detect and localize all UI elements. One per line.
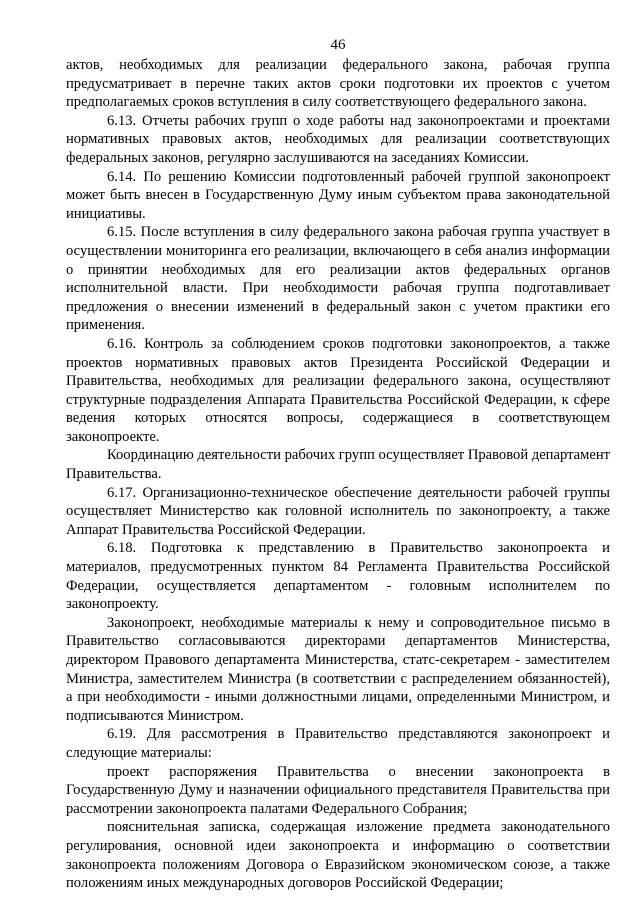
paragraph-continuation: актов, необходимых для реализации федерального закона, рабочая группа предусматривает в перечне таких актов сроки подготовки их проектов с учетом предполагаемых сроков вступления в силу соответствующего федерального закона.	[66, 57, 610, 111]
paragraph-6-18: 6.18. Подготовка к представлению в Правительство законопроекта и материалов, предусмотренных пунктом 84 Регламента Правительства Российской Федерации, осуществляется департаментом - головным исполнителем по законопроекту.	[66, 540, 610, 613]
page-number: 46	[330, 37, 346, 53]
paragraph-6-16: 6.16. Контроль за соблюдением сроков подготовки законопроектов, а также проектов нормативных правовых актов Президента Российской Федерации и Правительства, необходимых для реализации федерального закона, осуществляют структурные подразделения Аппарата Правительства Российской Федерации, к сфере ведения которых относятся вопросы, содержащиеся в соответствующем законопроекте.	[66, 335, 610, 445]
paragraph-coordination: Координацию деятельности рабочих групп осуществляет Правовой департамент Правительства.	[66, 447, 611, 483]
document-page	[66, 36, 610, 893]
paragraph-draft-order: проект распоряжения Правительства о внесении законопроекта в Государственную Думу и назначении официального представителя Правительства при рассмотрении законопроекта палатами Федерального Собрания;	[66, 763, 610, 817]
paragraph-explanatory-note: пояснительная записка, содержащая изложение предмета законодательного регулирования, основной идеи законопроекта и информацию о соответствии законопроекта положениям Договора о Евразийском экономическом союзе, а также положениям иных международных договоров Российской Федерации;	[66, 819, 610, 892]
paragraph-6-14: 6.14. По решению Комиссии подготовленный рабочей группой законопроект может быть внесен в Государственную Думу иным субъектом права законодательной инициативы.	[66, 168, 610, 222]
paragraph-approval: Законопроект, необходимые материалы к нему и сопроводительное письмо в Правительство согласовываются директорами департаментов Министерства, директором Правового департамента Министерства, статс-секретарем - заместителем Министра, заместителем Министра (в соответствии с распределением обязанностей), а при необходимости - иными должностными лицами, определенными Министром, и подписываются Министром.	[66, 614, 610, 724]
paragraph-6-13: 6.13. Отчеты рабочих групп о ходе работы над законопроектами и проектами нормативных правовых актов, необходимых для реализации соответствующих федеральных законов, регулярно заслушиваются на заседаниях Комиссии.	[66, 112, 610, 166]
paragraph-6-15: 6.15. После вступления в силу федерального закона рабочая группа участвует в осуществлении мониторинга его реализации, включающего в себя анализ информации о принятии необходимых для его реализации актов федеральных органов исполнительной власти. При необходимости рабочая группа подготавливает предложения о внесении изменений в федеральный закон с учетом практики его применения.	[66, 224, 610, 334]
paragraph-6-17: 6.17. Организационно-техническое обеспечение деятельности рабочей группы осуществляет Министерство как головной исполнитель по законопроекту, а также Аппарат Правительства Российской Федерации.	[66, 484, 610, 538]
paragraph-6-19: 6.19. Для рассмотрения в Правительство представляются законопроект и следующие материалы:	[66, 726, 610, 761]
